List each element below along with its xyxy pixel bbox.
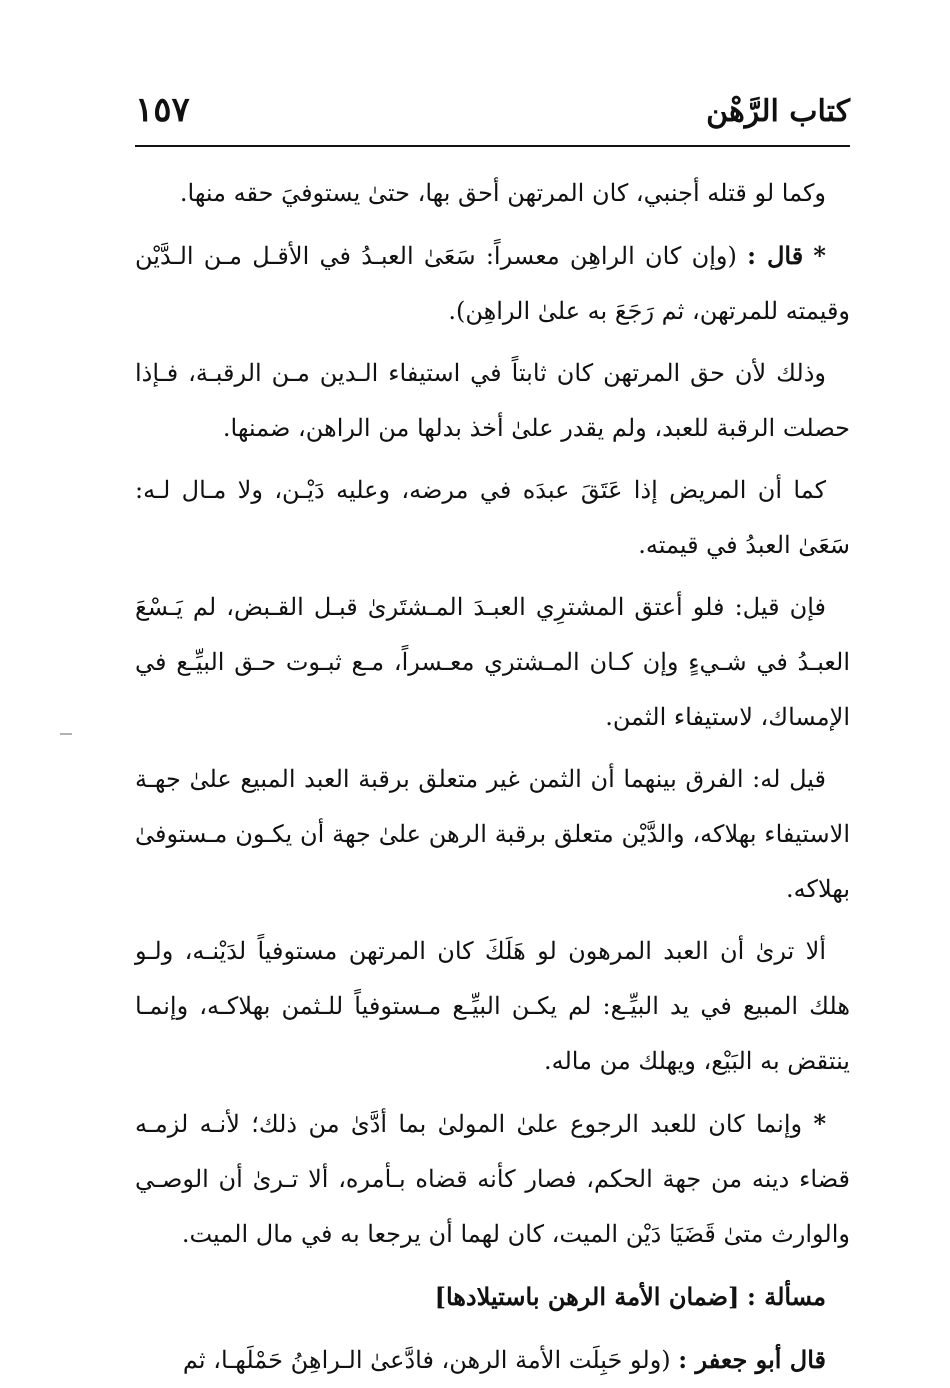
book-title: كتاب الرَّهْن [706, 94, 850, 129]
paragraph [135, 580, 850, 745]
speaker-label: قال : [747, 241, 804, 270]
paragraph-text: فإن قيل: فلو أعتق المشترِي العبـدَ المـشتَرىٰ قبـل القـبض، لم يَـسْعَ العبـدُ في شـيءٍ وإن كـان المـشتري معـسراً، مـع ثبـوت حـق البيِّـع في الإمساك، لاستيفاء الثمن. [135, 593, 850, 731]
issue-title: [ضمان الأمة الرهن باستيلادها] [434, 1282, 740, 1311]
paragraph-text: ألا ترىٰ أن العبد المرهون لو هَلَكَ كان المرتهن مستوفياً لدَيْنـه، ولـو هلك المبيع في يد البيِّـع: لم يكـن البيِّـع مـستوفياً للـثمن بهلاكـه، وإنمـا ينتقض به البَيْع، ويهلك من ماله. [135, 937, 850, 1075]
header-rule [135, 145, 850, 147]
margin-mark [60, 733, 72, 735]
paragraph-text: وإنما كان للعبد الرجوع علىٰ المولىٰ بما أدَّىٰ من ذلك؛ لأنـه لزمـه قضاء دينه من جهة الحكم، فصار كأنه قضاه بـأمره، ألا تـرىٰ أن الوصـي والوارث متىٰ قَضَيَا دَيْن الميت، كان لهما أن يرجعا به في مال الميت. [135, 1110, 850, 1248]
running-header [135, 88, 850, 144]
paragraph [135, 463, 850, 573]
page-body [135, 166, 850, 1388]
paragraph-text: كما أن المريض إذا عَتَقَ عبدَه في مرضه، وعليه دَيْـن، ولا مـال لـه: سَعَىٰ العبدُ في قيمته. [135, 476, 850, 559]
paragraph [135, 1332, 850, 1388]
paragraph-text: قيل له: الفرق بينهما أن الثمن غير متعلق برقبة العبد المبيع علىٰ جهـة الاستيفاء بهلاكه، والدَّيْن متعلق برقبة الرهن علىٰ جهة أن يكـون مـستوفىٰ بهلاكه. [135, 765, 850, 903]
paragraph-text: وذلك لأن حق المرتهن كان ثابتاً في استيفاء الـدين مـن الرقبـة، فـإذا حصلت الرقبة للعبد، ولم يقدر علىٰ أخذ بدلها من الراهن، ضمنها. [135, 359, 850, 442]
paragraph [135, 228, 850, 339]
paragraph-text: وكما لو قتله أجنبي، كان المرتهن أحق بها، حتىٰ يستوفيَ حقه منها. [179, 179, 826, 207]
section-heading [135, 1269, 850, 1325]
paragraph-text: (وإن كان الراهِن معسراً: سَعَىٰ العبـدُ في الأقـل مـن الـدَّيْن وقيمته للمرتهن، ثم رَجَعَ به علىٰ الراهِن). [135, 242, 850, 325]
paragraph [135, 166, 850, 221]
page-number: ١٥٧ [135, 90, 190, 130]
section-marker: * [813, 1109, 826, 1138]
section-marker: * [813, 241, 826, 270]
issue-label: مسألة : [747, 1282, 826, 1311]
speaker-label: قال أبو جعفر : [678, 1345, 826, 1374]
paragraph [135, 924, 850, 1089]
paragraph [135, 752, 850, 917]
paragraph [135, 346, 850, 456]
paragraph [135, 1096, 850, 1262]
paragraph-text: (ولو حَبِلَت الأمة الرهن، فادَّعىٰ الـراهِنُ حَمْلَهـا، ثم [182, 1346, 671, 1374]
